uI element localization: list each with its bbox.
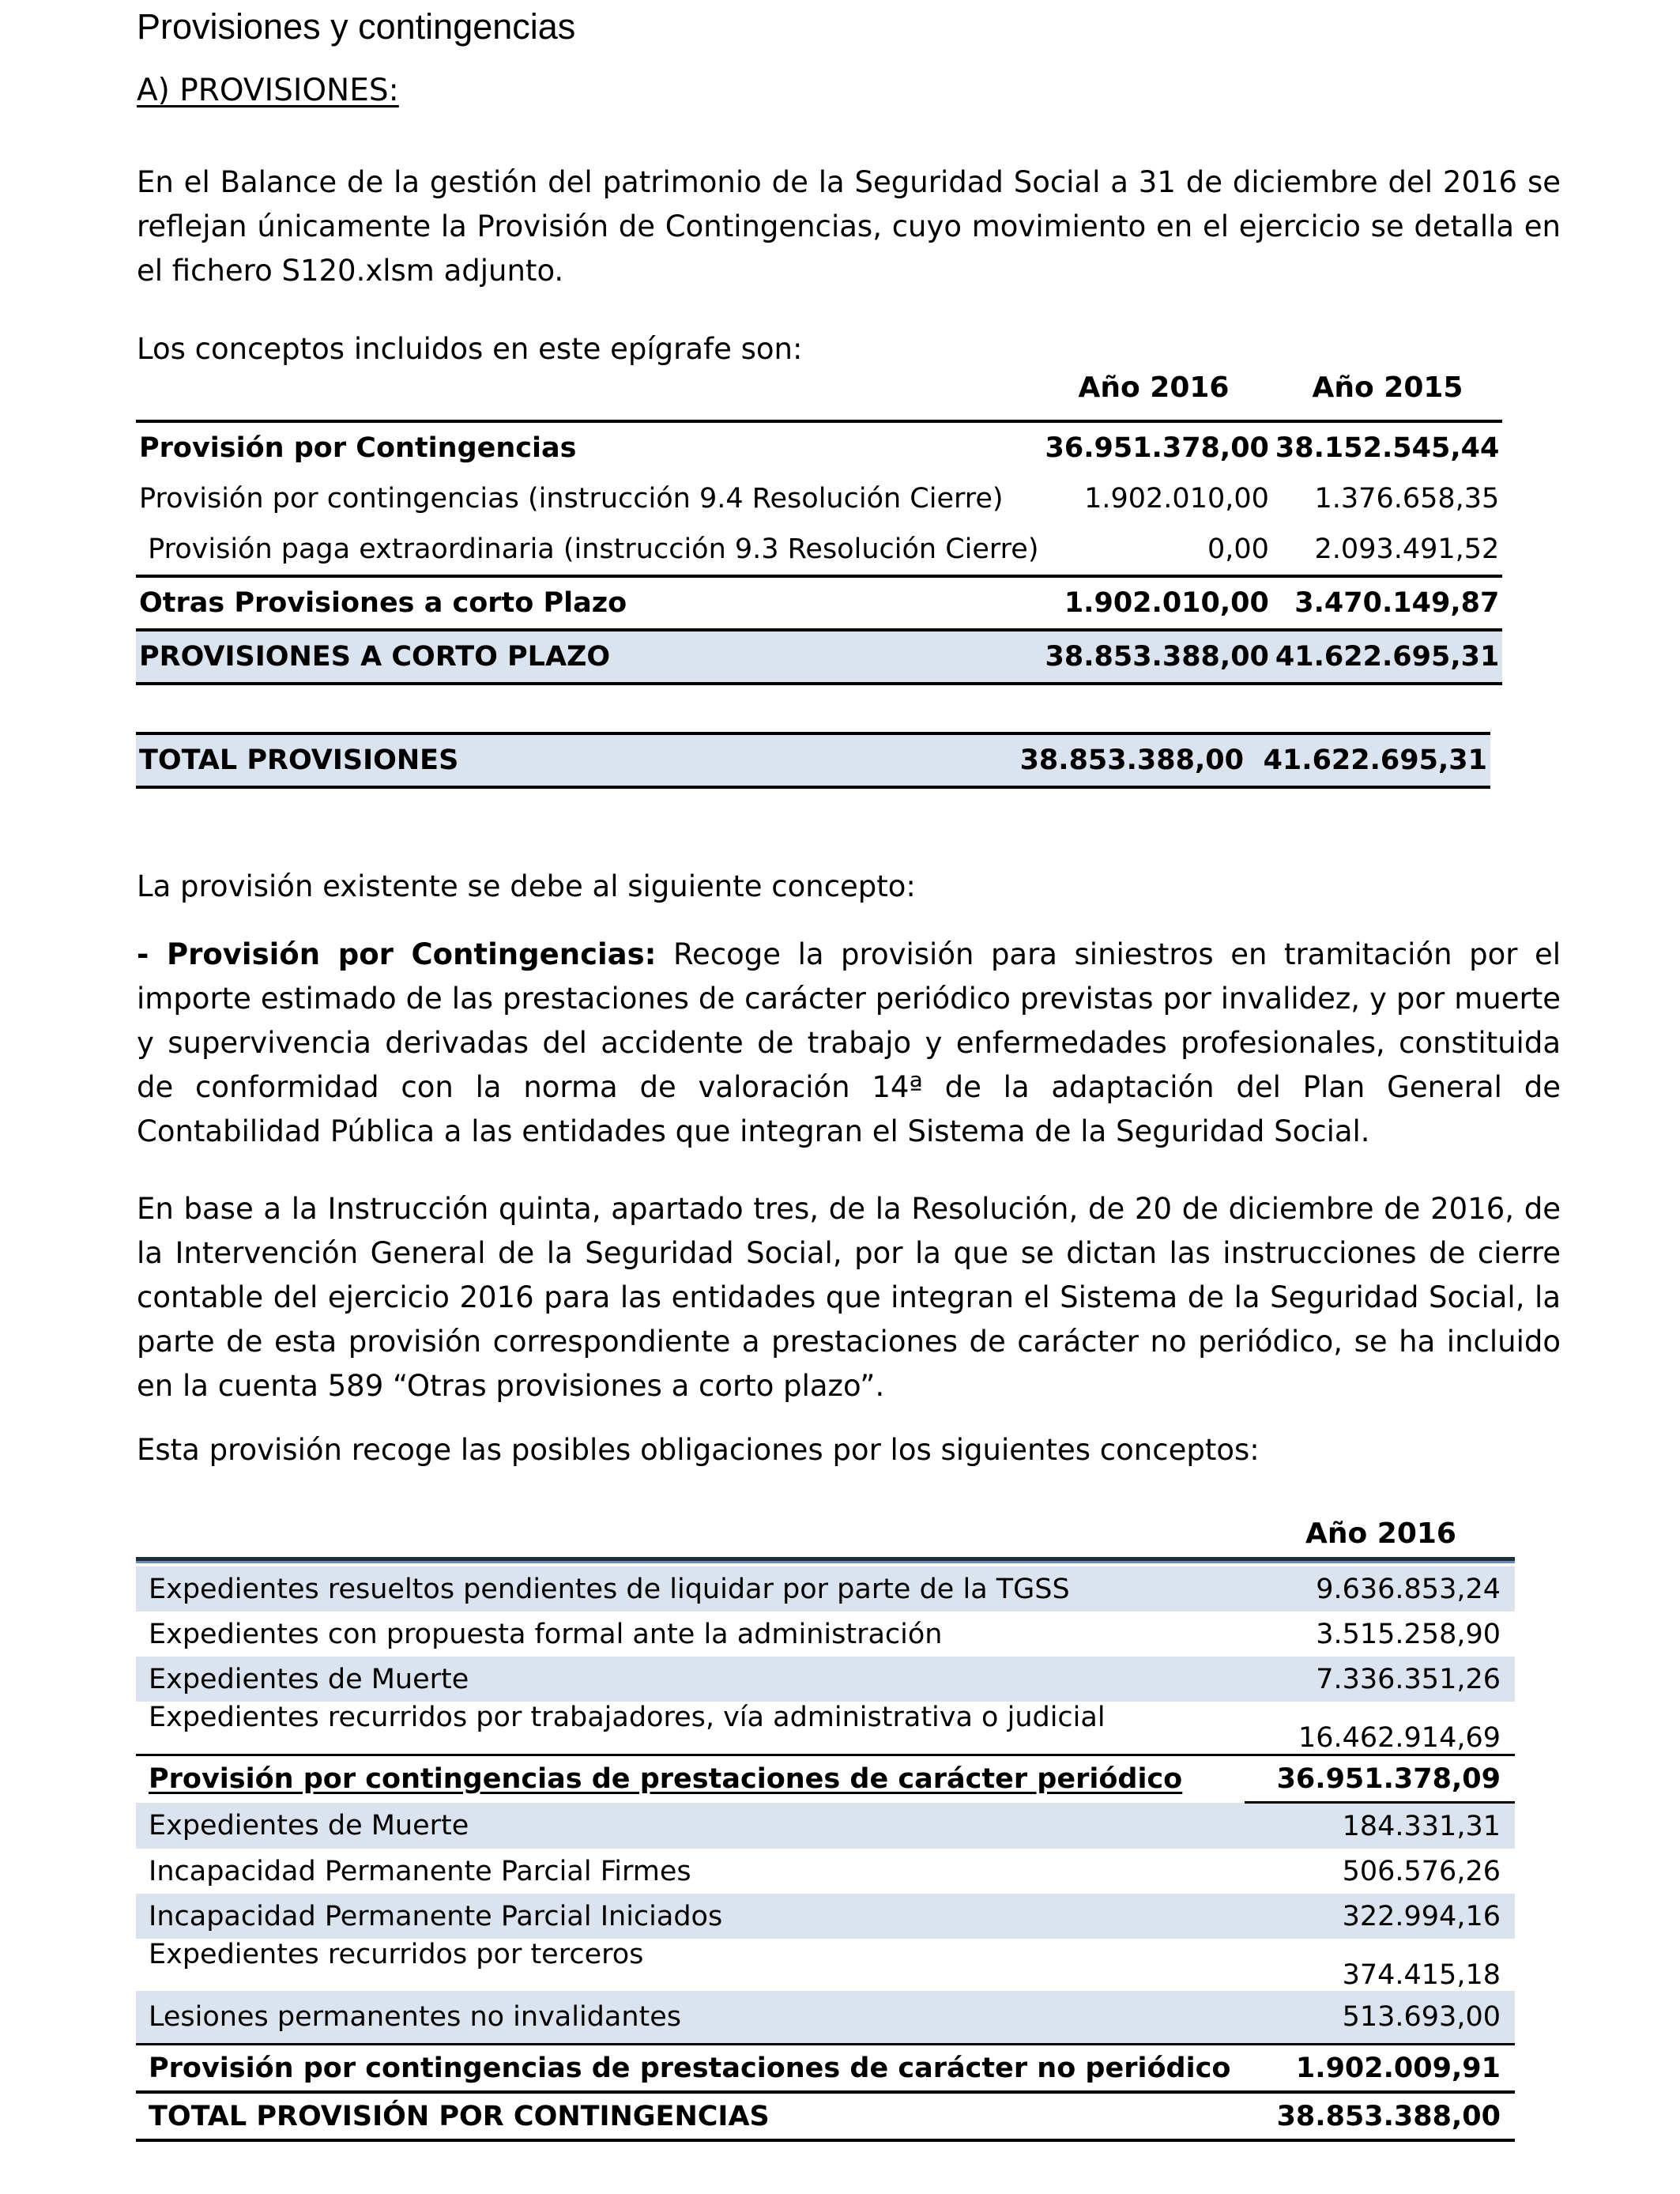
table-row [136,1566,1515,1612]
row-value: 3.515.258,90 [1316,1618,1501,1650]
row-label: Incapacidad Permanente Parcial Iniciados [136,1894,1245,1939]
provisions-table [136,420,1502,685]
value-2015: 3.470.149,87 [1272,576,1502,630]
table-row [136,2092,1515,2140]
row-value: 38.853.388,00 [1245,2092,1515,2140]
table2-header-rule [136,1557,1515,1563]
row-label: PROVISIONES A CORTO PLAZO [136,630,1042,684]
subtotal-label: Provisión por contingencias de prestaciones de carácter periódico [149,1763,1183,1796]
table-row [136,1894,1515,1939]
row-label: TOTAL PROVISIÓN POR CONTINGENCIAS [136,2092,1245,2140]
intro-paragraph: En el Balance de la gestión del patrimonio de la Seguridad Social a 31 de diciembre del 2016 se reflejan únicamente la Provisión de Contingencias, cuyo movimiento en el ejercicio se detalla en el fichero S120.xlsm adjunto. [137,165,1561,288]
table2-year-header: Año 2016 [1305,1517,1456,1550]
row-label: Expedientes de Muerte [136,1803,1245,1849]
row-label: TOTAL PROVISIONES [136,733,1011,787]
value-2016: 0,00 [1207,533,1269,565]
concept-lead: - Provisión por Contingencias: [137,937,657,971]
total-provisions-table [136,732,1490,789]
table-row [136,1612,1515,1657]
row-value: 184.331,31 [1245,1803,1515,1849]
value-2016: 1.902.010,00 [1084,483,1269,515]
value-2016: 38.853.388,00 [1011,733,1247,787]
table-row [136,473,1502,524]
row-label: Expedientes de Muerte [136,1657,1245,1702]
row-label: Lesiones permanentes no invalidantes [136,1991,1245,2045]
row-value: 1.902.009,91 [1245,2045,1515,2093]
table-row [136,421,1502,473]
value-2015: 2.093.491,52 [1314,533,1500,565]
concepts-intro: Los conceptos incluidos en este epígrafe son: [137,332,803,366]
value-2016: 38.853.388,00 [1042,630,1271,684]
row-value: 506.576,26 [1342,1855,1501,1887]
value-2015: 38.152.545,44 [1272,421,1502,473]
row-label: Provisión paga extraordinaria (instrucción 9.3 Resolución Cierre) [139,533,1039,565]
contingencies-breakdown-table [136,1566,1515,2142]
page-title: Provisiones y contingencias [137,6,576,47]
table-row [136,2045,1515,2093]
concept-intro: La provisión existente se debe al siguiente concepto: [137,869,916,903]
row-label: Otras Provisiones a corto Plazo [136,576,1042,630]
obligations-intro: Esta provisión recoge las posibles obligaciones por los siguientes conceptos: [137,1433,1260,1467]
instruction-paragraph: En base a la Instrucción quinta, apartado tres, de la Resolución, de 20 de diciembre de 2016, de la Intervención General de la Seguridad Social, por la que se dictan las instrucciones de cierre contable del ejercicio 2016 para las entidades que integran el Sistema de la Seguridad Social, la parte de esta provisión correspondiente a prestaciones de carácter no periódico, se ha incluido en la cuenta 589 “Otras provisiones a corto plazo”. [137,1192,1561,1403]
table-row [136,630,1502,684]
row-label: Provisión por contingencias de prestaciones de carácter no periódico [136,2045,1245,2093]
table-row [136,1803,1515,1849]
value-2016: 36.951.378,00 [1042,421,1271,473]
value-2015: 41.622.695,31 [1247,733,1490,787]
row-value: 7.336.351,26 [1245,1657,1515,1702]
table-row [136,576,1502,630]
table-row [136,1849,1515,1894]
row-label: Expedientes con propuesta formal ante la administración [149,1618,943,1650]
table-row [136,1939,1515,1991]
row-value: 513.693,00 [1245,1991,1515,2045]
row-label: Incapacidad Permanente Parcial Firmes [149,1855,691,1887]
value-2015: 1.376.658,35 [1314,483,1500,515]
table-row [136,1657,1515,1702]
table-row [136,1991,1515,2045]
row-label: Provisión por Contingencias [136,421,1042,473]
row-value: 16.462.914,69 [1298,1722,1501,1754]
concept-text: Recoge la provisión para siniestros en tramitación por el importe estimado de las prestaciones de carácter periódico previstas por invalidez, y por muerte y supervivencia derivadas del accidente de trabajo y enfermedades profesionales, constituida de conformidad con la norma de valoración 14ª de la adaptación del Plan General de Contabilidad Pública a las entidades que integran el Sistema de la Seguridad Social. [137,937,1561,1148]
table1-year-2015-header: Año 2015 [1312,371,1463,404]
row-value: 9.636.853,24 [1245,1566,1515,1612]
section-title: A) PROVISIONES: [137,73,399,108]
row-label: Expedientes recurridos por trabajadores, vía administrativa o judicial [149,1702,1106,1733]
table1-year-2016-header: Año 2016 [1078,371,1230,404]
value-2016: 1.902.010,00 [1042,576,1271,630]
row-label: Expedientes recurridos por terceros [149,1939,644,1970]
table-row [136,1755,1515,1803]
row-value: 322.994,16 [1245,1894,1515,1939]
row-label [136,1755,1245,1803]
table-row [136,524,1502,576]
table-row [136,1702,1515,1755]
table-row [136,733,1490,787]
row-value: 36.951.378,09 [1245,1755,1515,1803]
row-label: Expedientes resueltos pendientes de liquidar por parte de la TGSS [136,1566,1245,1612]
concept-paragraph [137,933,1561,1154]
value-2015: 41.622.695,31 [1272,630,1502,684]
row-label: Provisión por contingencias (instrucción 9.4 Resolución Cierre) [139,483,1004,515]
row-value: 374.415,18 [1342,1959,1501,1991]
